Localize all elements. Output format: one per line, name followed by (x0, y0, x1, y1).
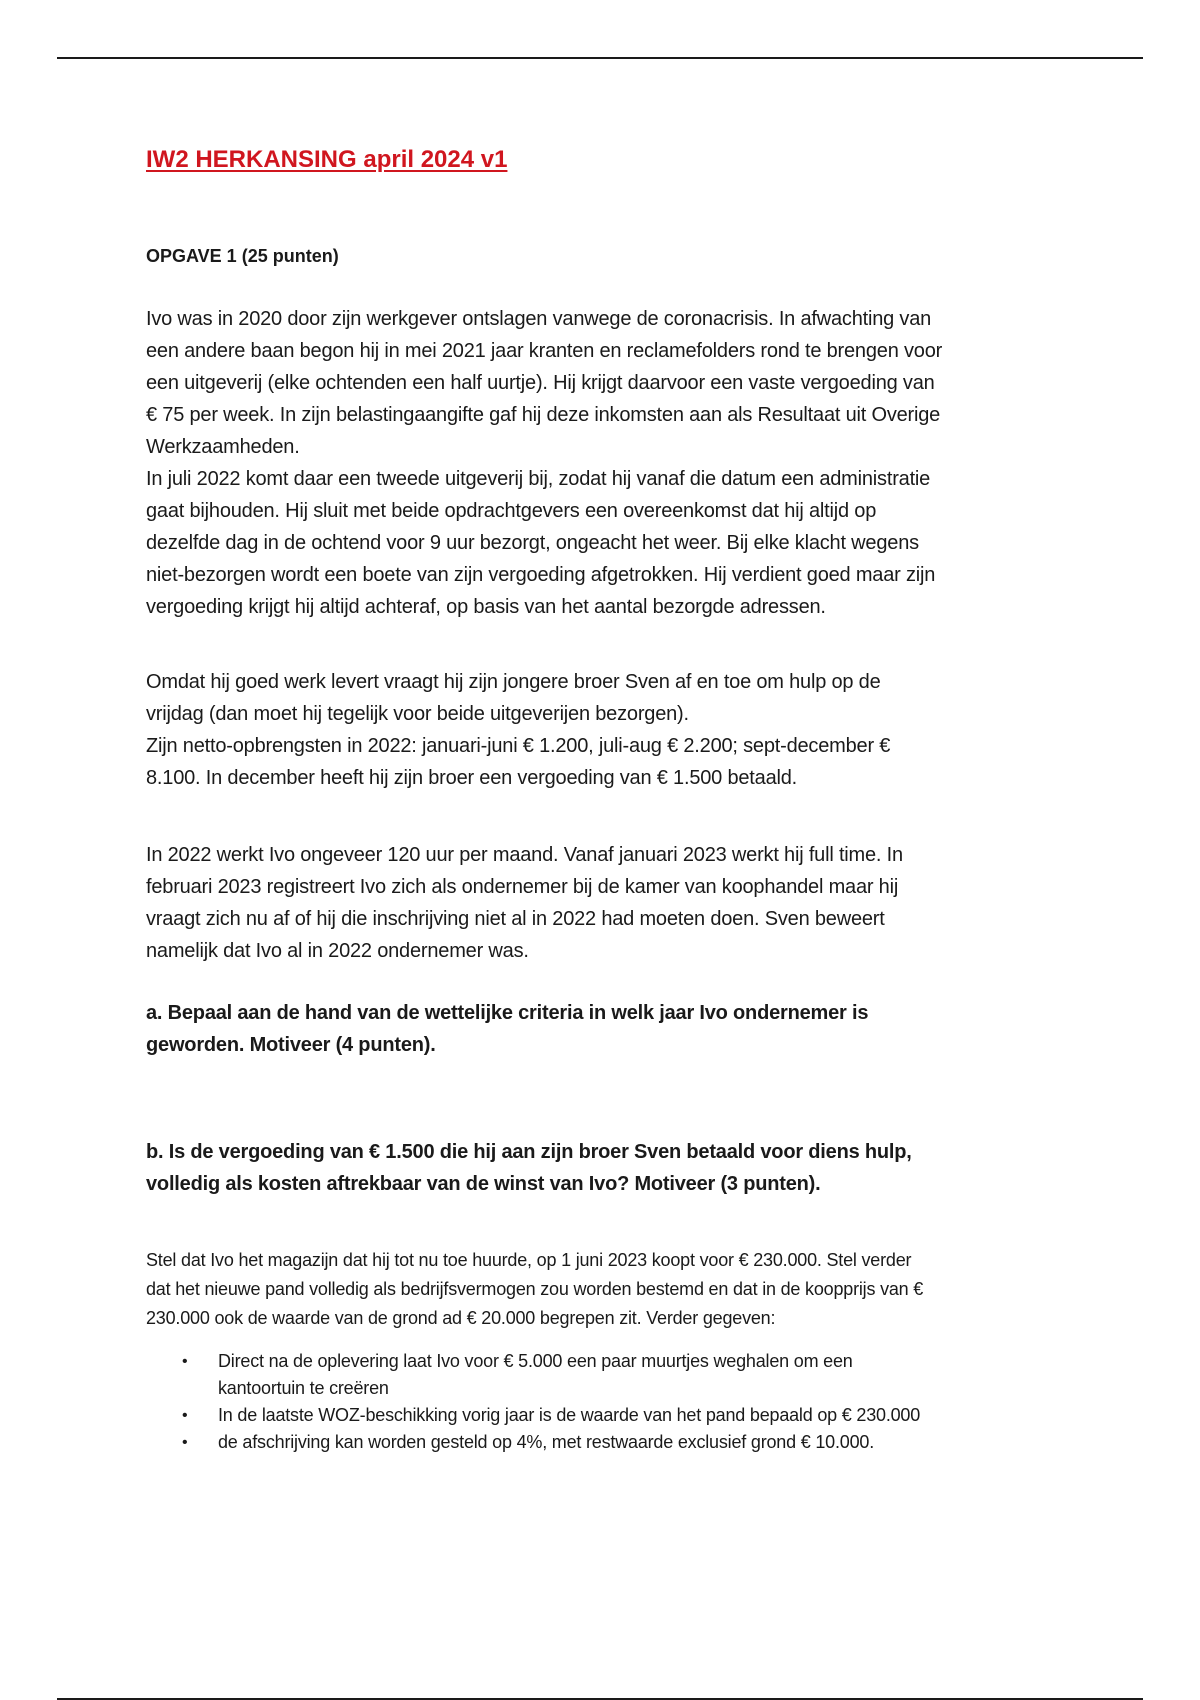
text-line: een uitgeverij (elke ochtenden een half uurtje). Hij krijgt daarvoor een vaste vergoeding van (146, 372, 935, 394)
text-line: Werkzaamheden. (146, 436, 300, 458)
list-item-text: kantoortuin te creëren (218, 1378, 389, 1398)
text-line: dezelfde dag in de ochtend voor 9 uur bezorgt, ongeacht het weer. Bij elke klacht wegens (146, 532, 919, 554)
text-line: februari 2023 registreert Ivo zich als ondernemer bij de kamer van koophandel maar hij (146, 876, 899, 898)
list-item (146, 1348, 1066, 1402)
text-line: vraagt zich nu af of hij die inschrijving niet al in 2022 had moeten doen. Sven beweert (146, 908, 885, 930)
text-line: dat het nieuwe pand volledig als bedrijfsvermogen zou worden bestemd en dat in de koopprijs van € (146, 1279, 924, 1299)
text-line: € 75 per week. In zijn belastingaangifte gaf hij deze inkomsten aan als Resultaat uit Overige (146, 404, 941, 426)
bullet-icon: • (182, 1407, 188, 1424)
text-line: Stel dat Ivo het magazijn dat hij tot nu toe huurde, op 1 juni 2023 koopt voor € 230.000. Stel verder (146, 1250, 912, 1270)
given-list (146, 1348, 1066, 1456)
question-b (146, 1136, 1066, 1200)
list-item (146, 1402, 1066, 1429)
text-line: Zijn netto-opbrengsten in 2022: januari-juni € 1.200, juli-aug € 2.200; sept-december € (146, 735, 891, 757)
top-rule (57, 57, 1143, 59)
paragraph-magazijn (146, 1246, 1066, 1333)
text-line: Ivo was in 2020 door zijn werkgever ontslagen vanwege de coronacrisis. In afwachting van (146, 308, 932, 330)
text-line: 230.000 ook de waarde van de grond ad € 20.000 begrepen zit. Verder gegeven: (146, 1308, 776, 1328)
question-line: geworden. Motiveer (4 punten). (146, 1034, 436, 1056)
question-line: b. Is de vergoeding van € 1.500 die hij aan zijn broer Sven betaald voor diens hulp, (146, 1141, 912, 1163)
bullet-icon: • (182, 1434, 188, 1451)
paragraph-hours (146, 839, 1066, 967)
list-item (146, 1429, 1066, 1456)
text-line: 8.100. In december heeft hij zijn broer een vergoeding van € 1.500 betaald. (146, 767, 798, 789)
list-item-text: Direct na de oplevering laat Ivo voor € 5.000 een paar muurtjes weghalen om een (218, 1351, 853, 1371)
text-line: namelijk dat Ivo al in 2022 ondernemer was. (146, 940, 529, 962)
text-line: In 2022 werkt Ivo ongeveer 120 uur per maand. Vanaf januari 2023 werkt hij full time. In (146, 844, 903, 866)
list-item-text: de afschrijving kan worden gesteld op 4%, met restwaarde exclusief grond € 10.000. (218, 1432, 874, 1452)
text-line: niet-bezorgen wordt een boete van zijn vergoeding afgetrokken. Hij verdient goed maar zijn (146, 564, 936, 586)
text-line: In juli 2022 komt daar een tweede uitgeverij bij, zodat hij vanaf die datum een administratie (146, 468, 931, 490)
question-line: a. Bepaal aan de hand van de wettelijke criteria in welk jaar Ivo ondernemer is (146, 1002, 869, 1024)
document-title: IW2 HERKANSING april 2024 v1 (146, 146, 508, 173)
text-line: vrijdag (dan moet hij tegelijk voor beide uitgeverijen bezorgen). (146, 703, 689, 725)
section-heading: OPGAVE 1 (25 punten) (146, 246, 339, 266)
text-line: een andere baan begon hij in mei 2021 jaar kranten en reclamefolders rond te brengen voor (146, 340, 943, 362)
paragraph-intro (146, 303, 1066, 623)
bullet-icon: • (182, 1353, 188, 1370)
text-line: gaat bijhouden. Hij sluit met beide opdrachtgevers een overeenkomst dat hij altijd op (146, 500, 877, 522)
question-line: volledig als kosten aftrekbaar van de winst van Ivo? Motiveer (3 punten). (146, 1173, 821, 1195)
list-item-text: In de laatste WOZ-beschikking vorig jaar is de waarde van het pand bepaald op € 230.000 (218, 1405, 921, 1425)
paragraph-sven (146, 666, 1066, 794)
text-line: Omdat hij goed werk levert vraagt hij zijn jongere broer Sven af en toe om hulp op de (146, 671, 881, 693)
text-line: vergoeding krijgt hij altijd achteraf, op basis van het aantal bezorgde adressen. (146, 596, 826, 618)
question-a (146, 997, 1066, 1061)
